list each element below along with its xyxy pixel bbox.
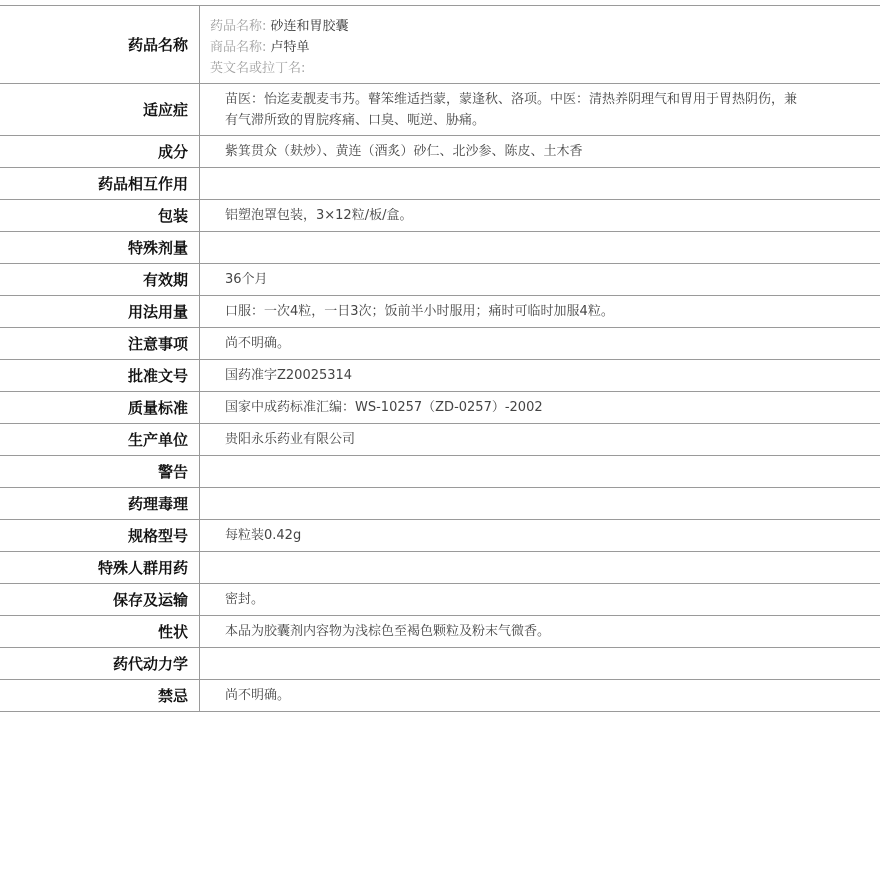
row-label: 规格型号 [0, 520, 200, 551]
row-value: 每粒装0.42g [225, 528, 302, 543]
row-label: 用法用量 [0, 296, 200, 327]
row-value: 本品为胶囊剂内容物为浅棕色至褐色颗粒及粉末气微香。 [225, 624, 551, 639]
row-label: 注意事项 [0, 328, 200, 359]
row-pharmacokinetics [0, 648, 880, 680]
row-value: 紫箕贯众（麸炒）、黄连（酒炙）砂仁、北沙参、陈皮、土木香 [225, 144, 583, 159]
row-packaging [0, 200, 880, 232]
row-special-populations [0, 552, 880, 584]
row-label: 成分 [0, 136, 200, 167]
row-drug-interactions [0, 168, 880, 200]
row-precautions [0, 328, 880, 360]
row-label: 生产单位 [0, 424, 200, 455]
row-value: 尚不明确。 [225, 336, 291, 351]
generic-name-value: 砂连和胃胶囊 [270, 19, 349, 34]
row-value: 密封。 [225, 592, 265, 607]
row-label: 药品名称 [0, 6, 200, 83]
generic-name-label: 药品名称: [210, 19, 267, 34]
english-name-label: 英文名或拉丁名: [210, 61, 306, 76]
row-drug-name [0, 6, 880, 84]
row-value [200, 552, 880, 583]
row-value: 口服：一次4粒，一日3次；饭前半小时服用；痛时可临时加服4粒。 [225, 304, 614, 319]
row-contraindications [0, 680, 880, 712]
row-shelf-life [0, 264, 880, 296]
row-approval-number [0, 360, 880, 392]
row-label: 质量标准 [0, 392, 200, 423]
brand-name-value: 卢特单 [270, 40, 310, 55]
row-value: 国家中成药标准汇编：WS-10257（ZD-0257）-2002 [225, 400, 543, 415]
drug-name-block [200, 6, 349, 83]
drug-info-table [0, 5, 880, 712]
row-label: 批准文号 [0, 360, 200, 391]
row-value [200, 488, 880, 519]
row-indications [0, 84, 880, 136]
row-label: 性状 [0, 616, 200, 647]
row-label: 适应症 [0, 84, 200, 135]
row-quality-standard [0, 392, 880, 424]
row-value [200, 648, 880, 679]
row-label: 保存及运输 [0, 584, 200, 615]
row-label: 特殊剂量 [0, 232, 200, 263]
row-label: 药品相互作用 [0, 168, 200, 199]
row-manufacturer [0, 424, 880, 456]
row-value: 尚不明确。 [225, 688, 291, 703]
row-label: 包装 [0, 200, 200, 231]
row-label: 药理毒理 [0, 488, 200, 519]
row-value: 国药准字Z20025314 [225, 368, 353, 383]
row-value: 贵阳永乐药业有限公司 [225, 432, 356, 447]
row-specification [0, 520, 880, 552]
row-label: 警告 [0, 456, 200, 487]
row-special-dosage [0, 232, 880, 264]
row-pharmacology [0, 488, 880, 520]
row-label: 有效期 [0, 264, 200, 295]
brand-name-label: 商品名称: [210, 40, 267, 55]
row-value: 苗医：怡迄麦靓麦韦艿。瞽笨维适挡蒙，蒙逢秋、洛项。中医：清热养阴理气和胃用于胃热阴伤，兼有气滞所致的胃脘疼痛、口臭、呃逆、胁痛。 [225, 92, 798, 128]
row-description [0, 616, 880, 648]
row-value: 36个月 [225, 272, 268, 287]
row-label: 药代动力学 [0, 648, 200, 679]
row-value [200, 456, 880, 487]
row-label: 禁忌 [0, 680, 200, 711]
row-dosage [0, 296, 880, 328]
row-storage [0, 584, 880, 616]
row-value [200, 168, 880, 199]
row-ingredients [0, 136, 880, 168]
row-value: 铝塑泡罩包装，3×12粒/板/盒。 [225, 208, 413, 223]
row-value [200, 232, 880, 263]
row-label: 特殊人群用药 [0, 552, 200, 583]
row-warning [0, 456, 880, 488]
